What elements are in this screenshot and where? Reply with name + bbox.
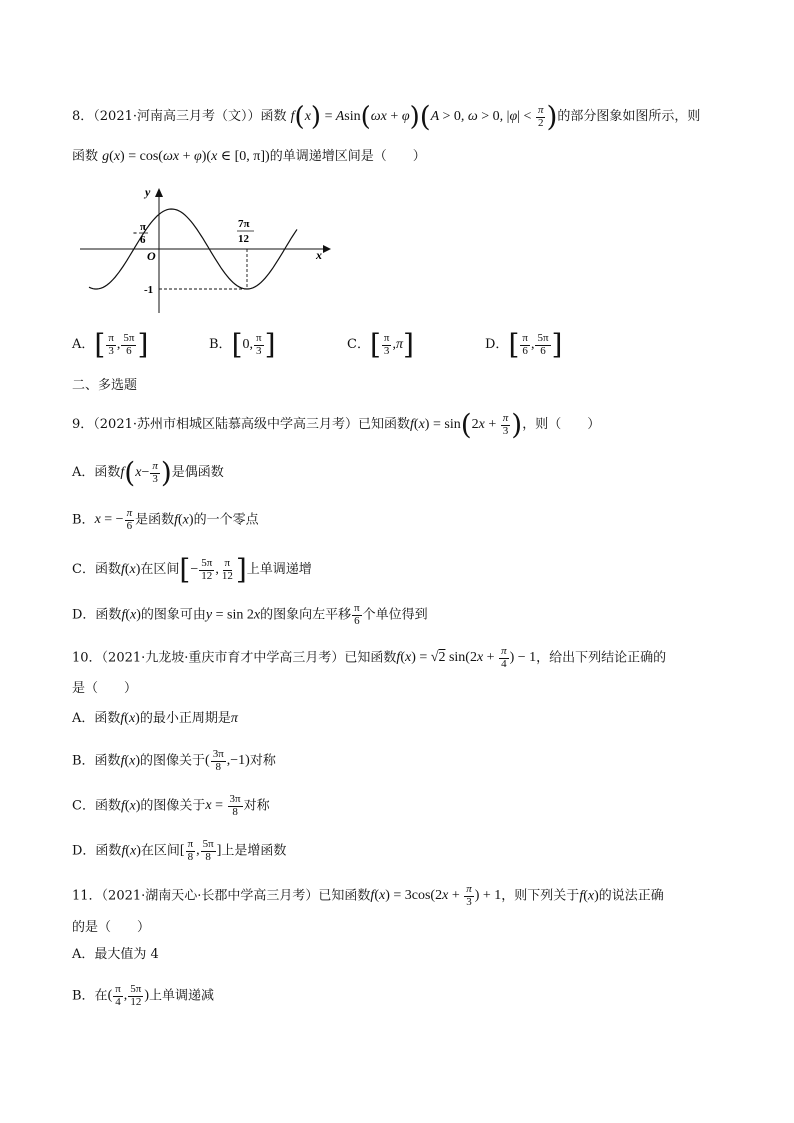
tick-left-minus: -: [133, 225, 137, 239]
tick-left-den: 6: [140, 234, 146, 246]
section-title: 二、多选题: [72, 378, 138, 393]
q8-option-c[interactable]: C．[ $\frac{\pi}{3}$ ,π]: [347, 328, 414, 361]
origin-label: O: [147, 249, 156, 263]
x-axis-label: x: [316, 248, 322, 262]
q11-stem-1: 11．（2021·湖南天心·长郡中学高三月考）已知函数f(x) = 3cos(2x + $\frac{\pi}{3}$ ) + 1，则下列关于f(x)的说法正确: [72, 883, 664, 908]
min-value-label: -1: [144, 284, 154, 296]
y-axis-label: y: [145, 185, 151, 199]
q10-option-a[interactable]: A．函数f(x)的最小正周期是π: [72, 711, 238, 726]
q8-option-b[interactable]: B．[0, $\frac{\pi}{3}$ ]: [209, 328, 276, 361]
tick-left-num: π: [140, 221, 147, 233]
q10-option-b[interactable]: B．函数f(x)的图像关于( $\frac{3\pi}{8}$ ,−1)对称: [72, 748, 276, 773]
q11-option-b[interactable]: B．在( $\frac{\pi}{4}$ , $\frac{5\pi}{12}$ )上单调递减: [72, 983, 215, 1008]
q11-stem-2: 的是（ ）: [72, 920, 151, 935]
y-axis-arrow: [155, 188, 163, 197]
q8-graph: [75, 185, 335, 325]
q9-option-a[interactable]: A．函数f(x− $\frac{\pi}{3}$ )是偶函数: [72, 456, 224, 489]
q8-option-a[interactable]: A．[ $\frac{\pi}{3}$ , $\frac{5\pi}{6}$ ]: [72, 328, 149, 361]
q10-stem-2: 是（ ）: [72, 681, 138, 696]
q8-line-1: 8．（2021·河南高三月考（文））函数 f(x) = Asin(ωx + φ)(A > 0, ω > 0, |φ| < $\frac{\pi}{2}$ )的部分图象如图所示，则: [72, 100, 701, 133]
x-axis-arrow: [323, 245, 331, 253]
tick-right-num: 7π: [238, 218, 250, 230]
q8-line-2: 函数 g(x) = cos(ωx + φ)(x ∈ [0, π])的单调递增区间是（ ）: [72, 149, 426, 164]
q8-function-g: g(x) = cos(ωx + φ)(x ∈ [0, π]): [102, 149, 270, 164]
q9-stem: 9．（2021·苏州市相城区陆慕高级中学高三月考）已知函数f(x) = sin(2x + $\frac{\pi}{3}$ )，则（ ）: [72, 408, 601, 441]
q10-stem-1: 10．（2021·九龙坡·重庆市育才中学高三月考）已知函数f(x) = √2 sin(2x + $\frac{\pi}{4}$ ) − 1，给出下列结论正确的: [72, 645, 667, 670]
q10-option-d[interactable]: D．函数f(x)在区间[ $\frac{\pi}{8}$ , $\frac{5\pi}{8}$ ]上是增函数: [72, 838, 287, 863]
tick-right-den: 12: [238, 233, 249, 245]
q9-option-c[interactable]: C．函数f(x)在区间[− $\frac{5\pi}{12}$ , $\frac{\pi}{12}$ ]上单调递增: [72, 553, 312, 586]
q8-function-f: f(x) = Asin(ωx + φ)(A > 0, ω > 0, |φ| < $\frac{\pi}{2}$ ): [290, 100, 558, 133]
q11-option-a[interactable]: A．最大值为 4: [72, 947, 159, 962]
q8-option-d[interactable]: D．[ $\frac{\pi}{6}$ , $\frac{5\pi}{6}$ ]: [485, 328, 563, 361]
q9-option-b[interactable]: B．x = − $\frac{\pi}{6}$ 是函数f(x)的一个零点: [72, 507, 259, 532]
q10-option-c[interactable]: C．函数f(x)的图像关于x = $\frac{3\pi}{8}$ 对称: [72, 793, 270, 818]
q9-option-d[interactable]: D．函数f(x)的图象可由y = sin 2x的图象向左平移 $\frac{\pi}{6}$ 个单位得到: [72, 602, 428, 627]
